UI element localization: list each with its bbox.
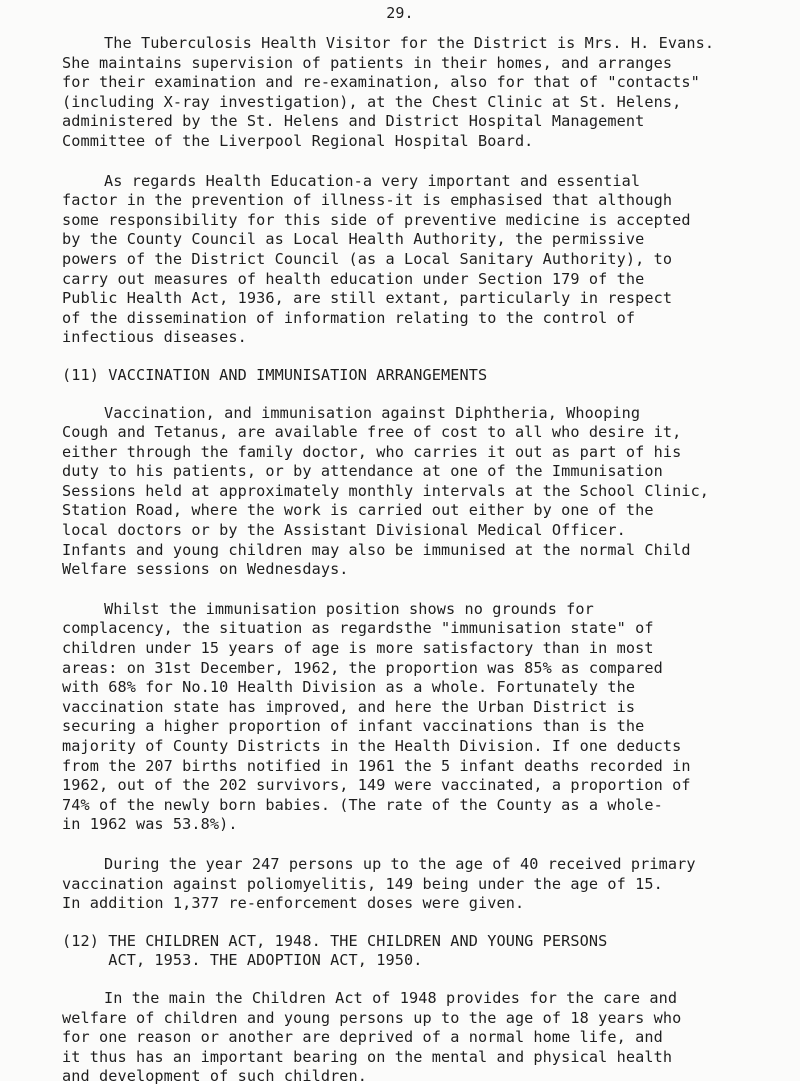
text-line: welfare of children and young persons up to the age of 18 years who: [62, 1008, 682, 1027]
vaccination-arrangements-paragraph: [62, 404, 786, 580]
text-line: Whilst the immunisation position shows no grounds for: [104, 599, 594, 618]
text-line: Public Health Act, 1936, are still extant, particularly in respect: [62, 289, 673, 308]
text-line: in 1962 was 53.8%).: [62, 815, 238, 834]
text-line: As regards Health Education-a very important and essential: [104, 171, 641, 190]
text-line: In addition 1,377 re-enforcement doses were given.: [62, 894, 525, 913]
document-body: [62, 34, 786, 1087]
text-line: for their examination and re-examination, also for that of "contacts": [62, 73, 700, 92]
text-line: Cough and Tetanus, are available free of cost to all who desire it,: [62, 423, 682, 442]
text-line: securing a higher proportion of infant vaccinations than is the: [62, 717, 645, 736]
text-line: carry out measures of health education under Section 179 of the: [62, 269, 645, 288]
text-line: complacency, the situation as regardsthe "immunisation state" of: [62, 619, 654, 638]
text-line: with 68% for No.10 Health Division as a whole. Fortunately the: [62, 678, 636, 697]
text-line: and development of such children.: [62, 1067, 368, 1086]
text-line: 1962, out of the 202 survivors, 149 were vaccinated, a proportion of: [62, 776, 691, 795]
text-line: 74% of the newly born babies. (The rate of the County as a whole-: [62, 795, 663, 814]
text-line: The Tuberculosis Health Visitor for the District is Mrs. H. Evans.: [104, 34, 715, 52]
text-line: children under 15 years of age is more satisfactory than in most: [62, 639, 654, 658]
health-education-paragraph: [62, 172, 786, 348]
poliomyelitis-paragraph: [62, 855, 786, 914]
heading-line: ACT, 1953. THE ADOPTION ACT, 1950.: [62, 951, 423, 970]
text-line: Infants and young children may also be immunised at the normal Child: [62, 540, 691, 559]
text-line: majority of County Districts in the Health Division. If one deducts: [62, 737, 682, 755]
text-line: Vaccination, and immunisation against Diphtheria, Whooping: [104, 403, 641, 422]
text-line: from the 207 births notified in 1961 the 5 infant deaths recorded in: [62, 756, 691, 775]
health-visitor-paragraph: [62, 34, 786, 152]
section-11-heading: [62, 366, 786, 386]
text-line: for one reason or another are deprived of a normal home life, and: [62, 1028, 663, 1047]
text-line: (including X-ray investigation), at the Chest Clinic at St. Helens,: [62, 92, 682, 111]
text-line: vaccination against poliomyelitis, 149 being under the age of 15.: [62, 874, 663, 893]
text-line: administered by the St. Helens and District Hospital Management: [62, 112, 645, 131]
text-line: Station Road, where the work is carried out either by one of the: [62, 501, 654, 520]
section-12-heading: [62, 932, 786, 971]
text-line: duty to his patients, or by attendance at one of the Immunisation: [62, 462, 663, 481]
text-line: some responsibility for this side of preventive medicine is accepted: [62, 210, 691, 229]
text-line: vaccination state has improved, and here the Urban District is: [62, 697, 636, 716]
heading-line: (12) THE CHILDREN ACT, 1948. THE CHILDREN AND YOUNG PERSONS: [62, 931, 608, 950]
text-line: factor in the prevention of illness-it is emphasised that although: [62, 191, 673, 210]
text-line: powers of the District Council (as a Local Sanitary Authority), to: [62, 249, 673, 268]
text-line: In the main the Children Act of 1948 provides for the care and: [104, 988, 678, 1007]
text-line: Welfare sessions on Wednesdays.: [62, 560, 349, 579]
text-line: Committee of the Liverpool Regional Hospital Board.: [62, 131, 534, 150]
text-line: areas: on 31st December, 1962, the proportion was 85% as compared: [62, 658, 663, 677]
text-line: She maintains supervision of patients in their homes, and arranges: [62, 53, 673, 72]
text-line: either through the family doctor, who carries it out as part of his: [62, 442, 682, 461]
page-number: 29.: [386, 4, 414, 22]
text-line: infectious diseases.: [62, 328, 247, 347]
text-line: of the dissemination of information relating to the control of: [62, 308, 636, 327]
text-line: local doctors or by the Assistant Divisional Medical Officer.: [62, 521, 626, 540]
text-line: it thus has an important bearing on the mental and physical health: [62, 1047, 673, 1066]
text-line: During the year 247 persons up to the age of 40 received primary: [104, 854, 696, 873]
text-line: by the County Council as Local Health Authority, the permissive: [62, 230, 645, 249]
text-line: Sessions held at approximately monthly intervals at the School Clinic,: [62, 481, 710, 500]
heading-line: (11) VACCINATION AND IMMUNISATION ARRANGEMENTS: [62, 365, 488, 384]
immunisation-position-paragraph: [62, 600, 786, 835]
children-act-paragraph: [62, 989, 786, 1087]
